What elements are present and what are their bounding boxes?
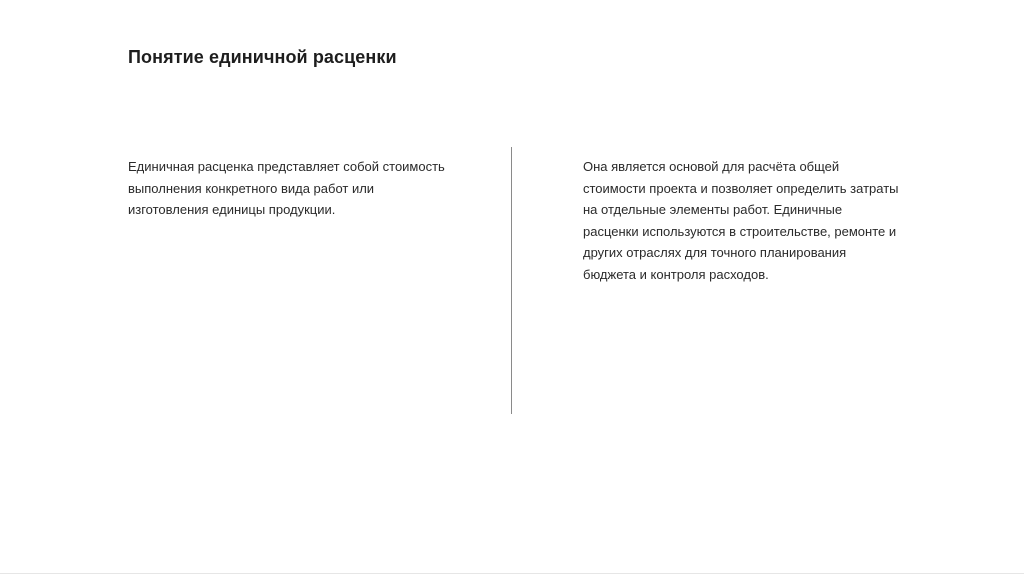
right-text-line: бюджета и контроля расходов. — [583, 266, 769, 282]
left-text-line: изготовления единицы продукции. — [128, 202, 336, 217]
right-text-line: других отраслях для точного планирования — [583, 245, 847, 260]
column-divider — [511, 147, 512, 414]
left-text-line: выполнения конкретного вида работ или — [128, 180, 375, 196]
right-text-line: стоимости проекта и позволяет определить затраты — [583, 180, 899, 196]
right-text-column — [583, 156, 928, 285]
right-text-line: расценки используются в строительстве, ремонте и — [583, 223, 897, 239]
left-text-column — [128, 156, 473, 221]
right-text-line: Она является основой для расчёта общей — [583, 159, 840, 174]
slide-title: Понятие единичной расценки — [128, 47, 397, 67]
right-text-line: на отдельные элементы работ. Единичные — [583, 202, 843, 217]
left-text-line: Единичная расценка представляет собой стоимость — [128, 159, 445, 174]
